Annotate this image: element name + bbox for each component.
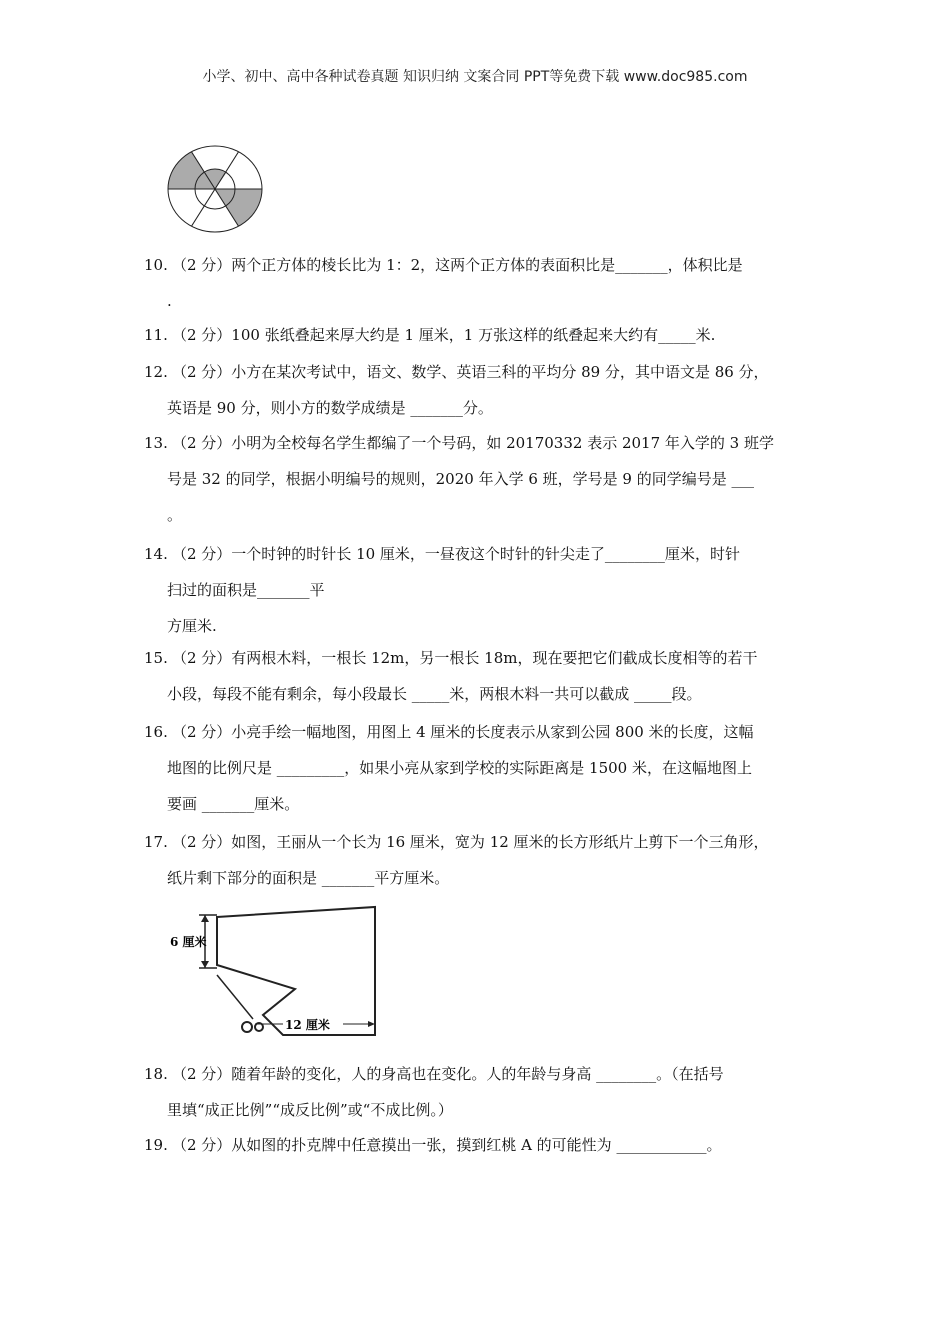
question-14 bbox=[144, 544, 824, 652]
question-number: 16. bbox=[144, 723, 168, 741]
question-text-line: （2 分）小方在某次考试中，语文、数学、英语三科的平均分 89 分，其中语文是 86 分， bbox=[172, 363, 769, 381]
question-18 bbox=[144, 1064, 824, 1136]
question-number: 12. bbox=[144, 363, 168, 381]
question-text-line: 地图的比例尺是 _________，如果小亮从家到学校的实际距离是 1500 米，在这幅地图上 bbox=[167, 759, 752, 777]
question-text-line: （2 分）小明为全校每名学生都编了一个号码，如 20170332 表示 2017 年入学的 3 班学 bbox=[172, 434, 774, 452]
question-text-line: 纸片剩下部分的面积是 _______平方厘米。 bbox=[167, 869, 450, 887]
question-text-line: 。 bbox=[167, 506, 183, 524]
question-text-line: （2 分）两个正方体的棱长比为 1：2，这两个正方体的表面积比是_______，体积比是 bbox=[172, 256, 743, 274]
question-19 bbox=[144, 1135, 824, 1171]
question-text-line: （2 分）如图，王丽从一个长为 16 厘米，宽为 12 厘米的长方形纸片上剪下一个三角形， bbox=[172, 833, 769, 851]
height-label: 6 厘米 bbox=[170, 935, 207, 949]
question-12 bbox=[144, 362, 824, 434]
question-17 bbox=[144, 832, 824, 904]
question-number: 10. bbox=[144, 256, 168, 274]
question-text-line: （2 分）随着年龄的变化，人的身高也在变化。人的年龄与身高 ________。（在括号 bbox=[172, 1065, 724, 1083]
question-number: 13. bbox=[144, 434, 168, 452]
spinner-figure bbox=[165, 144, 265, 234]
question-11 bbox=[144, 325, 824, 361]
paper-outline bbox=[217, 907, 375, 1035]
question-text-line: 里填“成正比例”“成反比例”或“不成比例。） bbox=[167, 1101, 453, 1119]
question-text-line: 要画 _______厘米。 bbox=[167, 795, 300, 813]
question-text-line: （2 分）从如图的扑克牌中任意摸出一张，摸到红桃 A 的可能性为 ____________。 bbox=[172, 1136, 722, 1154]
width-label: 12 厘米 bbox=[285, 1018, 330, 1032]
question-text-line: 号是 32 的同学，根据小明编号的规则，2020 年入学 6 班，学号是 9 的同学编号是 ___ bbox=[167, 470, 754, 488]
question-number: 17. bbox=[144, 833, 168, 851]
question-number: 15. bbox=[144, 649, 168, 667]
question-number: 11. bbox=[144, 326, 168, 344]
question-10 bbox=[144, 255, 824, 327]
question-number: 14. bbox=[144, 545, 168, 563]
page-header: 小学、初中、高中各种试卷真题 知识归纳 文案合同 PPT等免费下载 www.doc985.com bbox=[202, 69, 748, 85]
question-text-line: 扫过的面积是_______平 bbox=[167, 581, 325, 599]
question-16 bbox=[144, 722, 824, 830]
question-text-line: （2 分）100 张纸叠起来厚大约是 1 厘米，1 万张这样的纸叠起来大约有_____米. bbox=[172, 326, 716, 344]
question-13 bbox=[144, 433, 824, 541]
scissors-icon bbox=[242, 1022, 252, 1032]
question-text-line: . bbox=[167, 292, 172, 310]
rectangle-figure bbox=[165, 905, 380, 1040]
question-number: 18. bbox=[144, 1065, 168, 1083]
question-15 bbox=[144, 648, 824, 720]
question-number: 19. bbox=[144, 1136, 168, 1154]
question-text-line: （2 分）小亮手绘一幅地图，用图上 4 厘米的长度表示从家到公园 800 米的长度，这幅 bbox=[172, 723, 754, 741]
question-text-line: 方厘米. bbox=[167, 617, 217, 635]
question-text-line: 小段，每段不能有剩余，每小段最长 _____米，两根木料一共可以截成 _____段。 bbox=[167, 685, 702, 703]
question-text-line: （2 分）一个时钟的时针长 10 厘米，一昼夜这个时针的针尖走了________厘米，时针 bbox=[172, 545, 740, 563]
question-text-line: （2 分）有两根木料，一根长 12m，另一根长 18m，现在要把它们截成长度相等的若干 bbox=[172, 649, 758, 667]
question-text-line: 英语是 90 分，则小方的数学成绩是 _______分。 bbox=[167, 399, 493, 417]
